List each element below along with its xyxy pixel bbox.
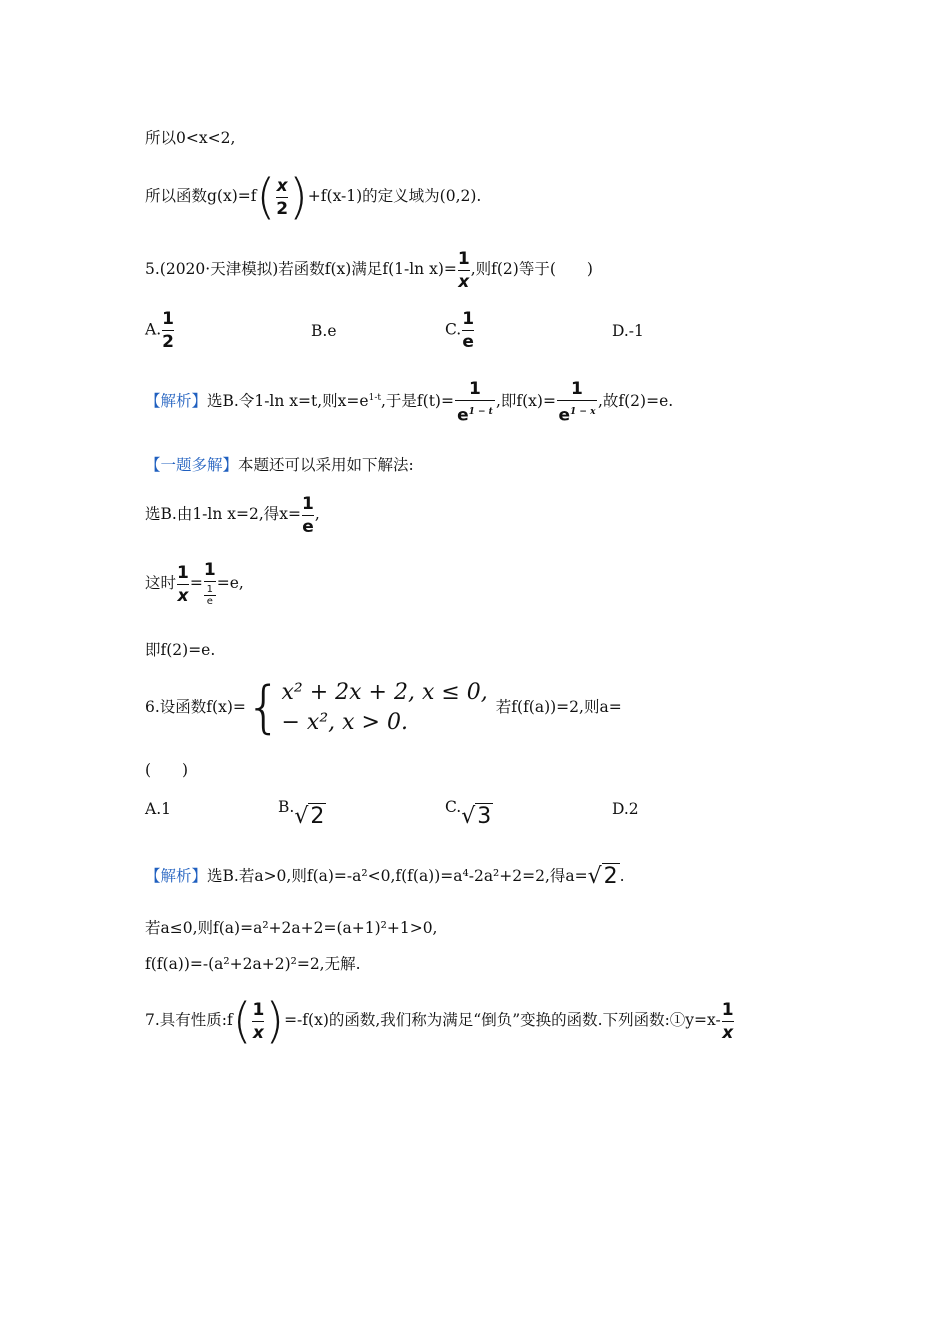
radicand: 3 [477, 804, 492, 829]
text: 选B.若a>0,则f(a)=-a²<0,f(f(a))=a⁴-2a²+2=2,得a= [207, 867, 588, 885]
text: +f(x-1)的定义域为(0,2). [307, 187, 482, 205]
numerator: 1 [302, 493, 314, 514]
base: e [457, 405, 469, 426]
denominator [455, 403, 495, 425]
numerator: 1 [462, 309, 475, 329]
text: ,故f(2)=e. [597, 392, 674, 411]
numerator: 1 [203, 560, 216, 580]
paren-close: ) [265, 993, 285, 1049]
denominator: 2 [276, 198, 289, 219]
option-d: D.-1 [612, 322, 644, 340]
option-a [145, 310, 175, 351]
answer-paren: ( ) [145, 761, 189, 779]
denominator: x [252, 1022, 264, 1043]
answer-5 [145, 376, 673, 424]
numerator: 1 [206, 584, 213, 595]
text-line [145, 169, 482, 225]
numerator: 1 [177, 562, 189, 583]
text-line [145, 640, 215, 660]
option-label: C. [445, 798, 462, 816]
answer-6 [145, 856, 625, 897]
text-line: 若a≤0,则f(a)=a²+2a+2=(a+1)²+1>0, [145, 919, 438, 937]
denominator: 2 [162, 332, 174, 352]
paren-close: ) [289, 169, 308, 225]
text-line [145, 492, 320, 536]
text-line [145, 558, 244, 608]
piece-2: − x², x > 0. [281, 710, 408, 735]
text: , [314, 505, 320, 523]
analysis-tag: 【解析】 [145, 392, 208, 411]
fraction [252, 1001, 264, 1042]
analysis-tag: 【解析】 [145, 867, 208, 885]
exponent: 1 − x [570, 406, 596, 417]
text: 这时 [145, 574, 177, 592]
fraction [302, 495, 314, 536]
numerator: 1 [457, 248, 470, 269]
denominator [557, 403, 597, 425]
fraction [462, 310, 474, 351]
fraction [204, 561, 216, 607]
text: =e, [216, 574, 244, 592]
option-c [445, 310, 475, 351]
numerator: 1 [162, 309, 174, 329]
question-6 [145, 672, 622, 742]
option-label: A. [145, 320, 162, 339]
fraction [455, 380, 495, 425]
fraction [177, 564, 189, 605]
denominator: x [722, 1022, 734, 1043]
option-b [278, 798, 326, 829]
text: =-f(x)的函数,我们称为满足“倒负”变换的函数.下列函数:①y=x- [284, 1011, 721, 1029]
exponent: 1 − t [468, 406, 493, 417]
option-c [445, 798, 493, 829]
numerator: 1 [721, 999, 734, 1020]
text: 6.设函数f(x)= [145, 698, 246, 716]
question-7 [145, 993, 735, 1049]
text: 7.具有性质:f [145, 1011, 233, 1029]
denominator: e [462, 332, 474, 352]
radicand: 2 [310, 804, 325, 829]
exponent: 1-t [368, 393, 381, 403]
question-5 [145, 247, 593, 291]
text: 本题还可以采用如下解法: [238, 456, 414, 474]
sqrt: √2 [294, 804, 325, 829]
text: 选B.由1-ln x=2,得x= [145, 505, 302, 523]
radicand: 2 [603, 864, 618, 889]
option-a: A.1 [145, 800, 171, 818]
base: e [558, 405, 571, 426]
sqrt: √2 [587, 864, 618, 889]
numerator: x [276, 175, 288, 196]
option-d: D.2 [612, 800, 639, 818]
piecewise [282, 678, 488, 738]
text-line [145, 128, 235, 148]
text: 所以0<x<2, [145, 129, 236, 147]
numerator: 1 [252, 999, 265, 1020]
brace: { [245, 675, 282, 740]
text: . [619, 867, 625, 885]
denominator: e [302, 516, 314, 537]
option-label: C. [445, 320, 462, 339]
text: 即f(2)=e. [145, 641, 216, 659]
fraction [722, 1001, 734, 1042]
denominator: e [204, 595, 216, 607]
numerator: 1 [571, 378, 583, 399]
text: 选B.令1-ln x=t,则x=e [207, 392, 369, 411]
fraction [458, 250, 470, 291]
nested-fraction [204, 584, 216, 607]
text: ,则f(2)等于( ) [470, 260, 593, 278]
fraction [276, 177, 288, 218]
fraction [557, 380, 597, 425]
text-line: f(f(a))=-(a²+2a+2)²=2,无解. [145, 955, 361, 973]
text: 若f(f(a))=2,则a= [495, 698, 622, 716]
text: 5.(2020·天津模拟)若函数f(x)满足f(1-ln x)= [145, 260, 457, 278]
denominator: x [177, 585, 189, 606]
text: ,于是f(t)= [380, 392, 454, 411]
option-b: B.e [311, 322, 337, 340]
fraction [162, 310, 174, 351]
option-label: B. [278, 798, 295, 816]
sqrt: √3 [461, 804, 492, 829]
text: = [189, 574, 203, 592]
paren-open: ( [232, 993, 252, 1049]
alt-tag: 【一题多解】 [145, 456, 239, 474]
alt-solution-header [145, 455, 414, 475]
numerator: 1 [469, 378, 481, 399]
text: ,即f(x)= [495, 392, 556, 411]
paren-open: ( [256, 169, 276, 225]
denominator: x [458, 271, 470, 292]
text: 所以函数g(x)=f [145, 187, 257, 205]
piece-1: x² + 2x + 2, x ≤ 0, [281, 680, 488, 705]
